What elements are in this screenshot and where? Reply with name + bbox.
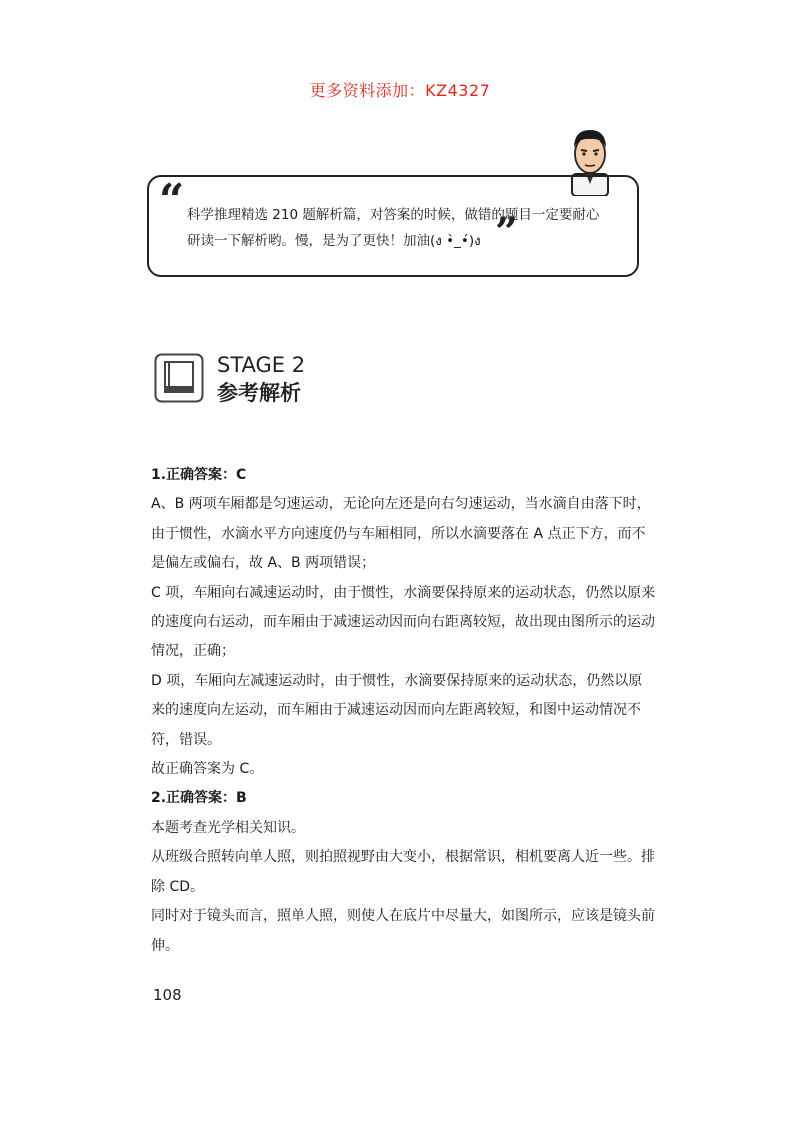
paragraph: 本题考查光学相关知识。 [151,819,305,836]
tip-line-2: 研读一下解析哟。慢，是为了更快！加油(ง •̀_•́)ง [187,233,481,249]
tip-bubble [147,175,639,277]
open-quote-icon: “ [159,175,185,226]
answer-heading: 2.正确答案：B [151,790,247,807]
answer-heading: 1.正确答案：C [151,467,247,483]
contact-banner: 更多资料添加：KZ4327 [309,81,491,100]
close-quote-icon: ” [495,209,519,256]
book-icon [154,353,204,403]
stage-subtitle: 参考解析 [217,381,301,405]
answer-content [151,461,656,961]
paragraph: D 项，车厢向左减速运动时，由于惯性，水滴要保持原来的运动状态，仍然以原来的速度向左运动，而车厢由于减速运动因而向左距离较短，和图中运动情况不符，错误。 [151,672,643,748]
paragraph: A、B 两项车厢都是匀速运动，无论向左还是向右匀速运动，当水滴自由落下时，由于惯性，水滴水平方向速度仍与车厢相同，所以水滴要落在 A 点正下方，而不是偏左或偏右，故 A、B 两项错误； [151,496,651,572]
stage-title: STAGE 2 [217,353,306,377]
paragraph: C 项，车厢向右减速运动时，由于惯性，水滴要保持原来的运动状态，仍然以原来的速度向右运动，而车厢由于减速运动因而向右距离较短，故出现由图所示的运动情况，正确； [151,584,656,660]
tip-line-1: 科学推理精选 210 题解析篇，对答案的时候，做错的题目一定要耐心 [187,207,600,223]
paragraph: 故正确答案为 C。 [151,761,264,778]
page-number: 108 [153,986,182,1004]
paragraph: 同时对于镜头而言，照单人照，则使人在底片中尽量大，如图所示，应该是镜头前伸。 [151,908,655,954]
tip-text [187,202,617,254]
paragraph: 从班级合照转向单人照，则拍照视野由大变小，根据常识，相机要离人近一些。排除 CD。 [151,849,655,895]
